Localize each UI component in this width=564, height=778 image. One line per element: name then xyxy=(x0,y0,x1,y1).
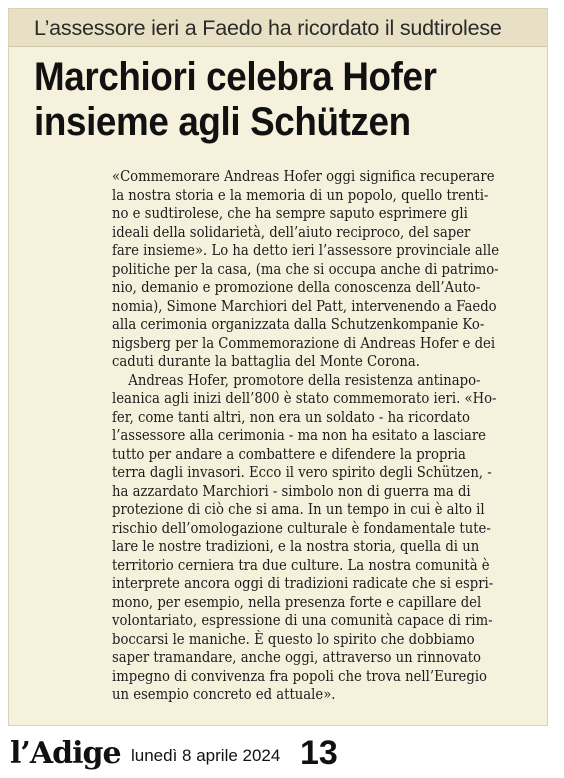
text-line: lare le nostre tradizioni, e la nostra storia, quella di un xyxy=(112,538,480,555)
text-line: ha azzardato Marchiori - simbolo non di guerra ma di xyxy=(112,482,471,500)
text-line: un esempio concreto ed attuale». xyxy=(112,686,336,703)
article-headline xyxy=(34,55,497,145)
text-line: politiche per la casa, (ma che si occupa anche di patrimo- xyxy=(112,260,499,278)
text-line: no e sudtirolese, che ha sempre saputo esprimere gli xyxy=(112,205,468,222)
text-line: «Commemorare Andreas Hofer oggi significa recuperare xyxy=(112,168,495,185)
text-line: la nostra storia e la memoria di un popolo, quello trenti- xyxy=(112,186,489,204)
text-line: ideali della solidarietà, dell’aiuto reciproco, del saper xyxy=(112,223,471,241)
text-line: rischio dell’omologazione culturale è fondamentale tute- xyxy=(112,519,491,537)
text-line: Andreas Hofer, promotore della resistenza antinapo- xyxy=(128,371,481,389)
page-number: 13 xyxy=(300,734,338,772)
article-paragraph xyxy=(112,372,524,705)
text-line: terra dagli invasori. Ecco il vero spirito degli Schützen, - xyxy=(112,464,492,481)
newspaper-logo: l’Adige xyxy=(10,736,121,771)
text-line: mono, per esempio, nella presenza forte e capillare del xyxy=(112,593,482,611)
text-line: nomia), Simone Marchiori del Patt, intervenendo a Faedo xyxy=(112,297,497,315)
text-line: nio, demanio e promozione della conoscenza dell’Auto- xyxy=(112,279,481,296)
text-line: l’assessore alla cerimonia - ma non ha esitato a lasciare xyxy=(112,427,486,444)
article-paragraph xyxy=(112,168,524,372)
text-line: impegno di convivenza fra popoli che trova nell’Euregio xyxy=(112,667,487,685)
text-line: alla cerimonia organizzata dalla Schutzenkompanie Ko- xyxy=(112,316,485,333)
text-line: protezione di ciò che si ama. In un tempo in cui è alto il xyxy=(112,501,485,518)
article-kicker: L’assessore ieri a Faedo ha ricordato il sudtirolese xyxy=(9,9,547,47)
text-line: leanica agli inizi dell’800 è stato commemorato ieri. «Ho- xyxy=(112,390,497,407)
headline-line: Marchiori celebra Hofer xyxy=(34,55,437,99)
text-line: fer, come tanti altri, non era un soldato - ha ricordato xyxy=(112,408,470,426)
text-line: volontariato, espressione di una comunità capace di rim- xyxy=(112,612,493,629)
text-line: saper tramandare, anche oggi, attraverso un rinnovato xyxy=(112,649,481,666)
issue-date: lunedì 8 aprile 2024 xyxy=(131,746,281,765)
text-line: caduti durante la battaglia del Monte Corona. xyxy=(112,353,420,370)
text-line: territorio cerniera tra due culture. La nostra comunità è xyxy=(112,556,490,574)
text-line: fare insieme». Lo ha detto ieri l’assessore provinciale alle xyxy=(112,242,500,259)
text-line: interprete ancora oggi di tradizioni radicate che si espri- xyxy=(112,575,494,592)
article-body xyxy=(112,168,524,705)
text-line: boccarsi le maniche. È questo lo spirito che dobbiamo xyxy=(112,630,475,648)
headline-line: insieme agli Schützen xyxy=(34,100,411,144)
text-line: tutto per andare a combattere e difendere la propria xyxy=(112,445,466,463)
text-line: nigsberg per la Commemorazione di Andreas Hofer e dei xyxy=(112,334,496,352)
page-footer xyxy=(0,728,564,778)
